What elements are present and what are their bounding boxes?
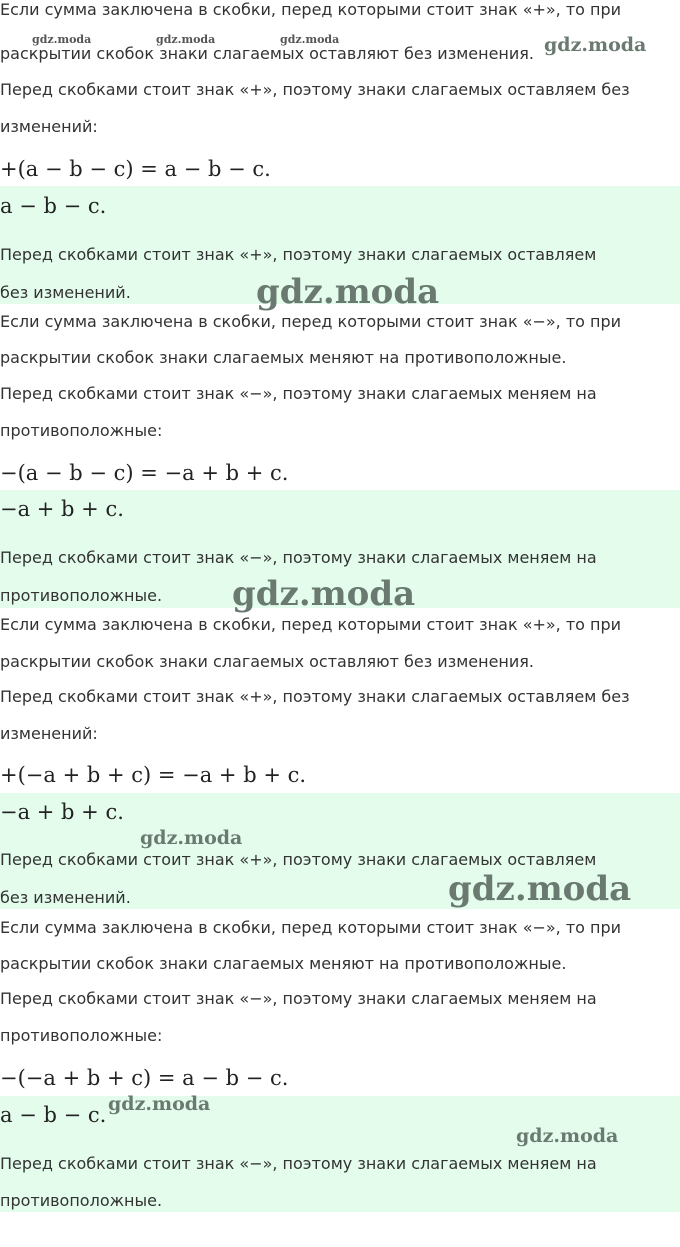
watermark: gdz.moda: [448, 869, 632, 909]
explanation-line: Перед скобками стоит знак «+», поэтому знаки слагаемых оставляем без: [0, 80, 630, 99]
equation: +(−a + b + c) = −a + b + c.: [0, 763, 307, 787]
rule-line: Если сумма заключена в скобки, перед которыми стоит знак «−», то при: [0, 312, 622, 331]
explanation-line: противоположные:: [0, 421, 163, 440]
watermark: gdz.moda: [544, 34, 647, 56]
explanation-line: изменений:: [0, 117, 98, 136]
rule-line: Если сумма заключена в скобки, перед которыми стоит знак «+», то при: [0, 0, 622, 19]
watermark: gdz.moda: [108, 1093, 211, 1115]
answer-value: a − b − c.: [0, 194, 107, 218]
answer-note-line: Перед скобками стоит знак «+», поэтому знаки слагаемых оставляем: [0, 245, 597, 264]
rule-line: раскрытии скобок знаки слагаемых оставляют без изменения.: [0, 44, 534, 63]
answer-note-line: Перед скобками стоит знак «−», поэтому знаки слагаемых меняем на: [0, 548, 597, 567]
answer-value: a − b − c.: [0, 1103, 107, 1127]
rule-line: Если сумма заключена в скобки, перед которыми стоит знак «+», то при: [0, 615, 622, 634]
watermark: gdz.moda: [232, 574, 416, 614]
explanation-line: изменений:: [0, 724, 98, 743]
rule-line: раскрытии скобок знаки слагаемых меняют на противоположные.: [0, 954, 567, 973]
answer-note-line: без изменений.: [0, 283, 131, 302]
answer-note-line: Перед скобками стоит знак «−», поэтому знаки слагаемых меняем на: [0, 1154, 597, 1173]
explanation-line: Перед скобками стоит знак «−», поэтому знаки слагаемых меняем на: [0, 384, 597, 403]
explanation-line: Перед скобками стоит знак «+», поэтому знаки слагаемых оставляем без: [0, 687, 630, 706]
explanation-line: противоположные:: [0, 1026, 163, 1045]
answer-note-line: Перед скобками стоит знак «+», поэтому знаки слагаемых оставляем: [0, 850, 597, 869]
watermark: gdz.moda: [256, 272, 440, 312]
watermark: gdz.moda: [140, 827, 243, 849]
explanation-line: Перед скобками стоит знак «−», поэтому знаки слагаемых меняем на: [0, 989, 597, 1008]
answer-value: −a + b + c.: [0, 497, 124, 521]
answer-box: [0, 1096, 680, 1212]
answer-note-line: противоположные.: [0, 1191, 163, 1210]
equation: −(−a + b + c) = a − b − c.: [0, 1066, 289, 1090]
rule-line: раскрытии скобок знаки слагаемых оставляют без изменения.: [0, 652, 534, 671]
rule-line: раскрытии скобок знаки слагаемых меняют на противоположные.: [0, 348, 567, 367]
watermark: gdz.moda: [516, 1125, 619, 1147]
rule-line: Если сумма заключена в скобки, перед которыми стоит знак «−», то при: [0, 918, 622, 937]
equation: +(a − b − c) = a − b − c.: [0, 157, 271, 181]
watermark: gdz.moda: [32, 33, 92, 46]
answer-value: −a + b + c.: [0, 800, 124, 824]
answer-note-line: противоположные.: [0, 586, 163, 605]
watermark: gdz.moda: [156, 33, 216, 46]
answer-note-line: без изменений.: [0, 888, 131, 907]
equation: −(a − b − c) = −a + b + c.: [0, 461, 289, 485]
watermark: gdz.moda: [280, 33, 340, 46]
